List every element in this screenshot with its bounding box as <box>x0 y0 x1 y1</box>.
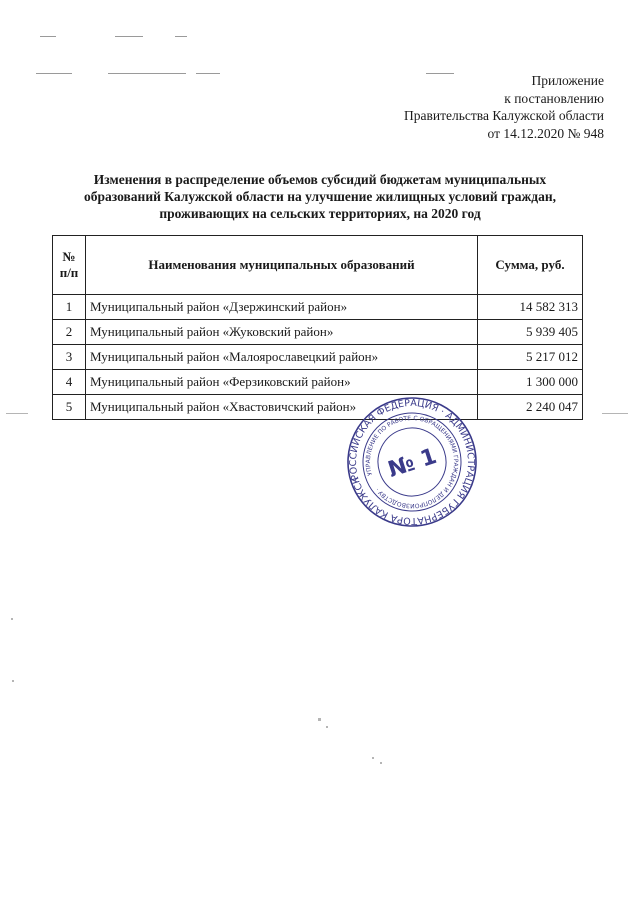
row-number: 1 <box>53 295 86 320</box>
title-line: Изменения в распределение объемов субсидий бюджетам муниципальных <box>93 172 547 187</box>
row-sum: 1 300 000 <box>478 370 583 395</box>
scan-artifact <box>115 36 143 37</box>
row-name: Муниципальный район «Жуковский район» <box>86 320 478 345</box>
stamp-outer-text: РОССИЙСКАЯ ФЕДЕРАЦИЯ · АДМИНИСТРАЦИЯ ГУБЕРНАТОРА КАЛУЖСКОЙ <box>347 397 477 527</box>
appendix-line: к постановлению <box>504 90 604 106</box>
document-title <box>50 171 590 222</box>
row-number: 2 <box>53 320 86 345</box>
row-sum: 14 582 313 <box>478 295 583 320</box>
scan-artifact <box>196 73 220 74</box>
subsidy-table <box>52 235 583 420</box>
table-row <box>53 395 583 420</box>
appendix-date-number: от 14.12.2020 № 948 <box>487 125 604 141</box>
stamp-inner-text: УПРАВЛЕНИЕ ПО РАБОТЕ С ОБРАЩЕНИЯМИ ГРАЖДАН И ДЕЛОПРОИЗВОДСТВУ · <box>364 414 460 510</box>
scan-artifact <box>40 36 56 37</box>
row-name: Муниципальный район «Ферзиковский район» <box>86 370 478 395</box>
appendix-line: Правительства Калужской области <box>403 108 604 123</box>
row-sum: 2 240 047 <box>478 395 583 420</box>
row-name: Муниципальный район «Малоярославецкий район» <box>86 345 478 370</box>
scan-artifact <box>36 73 72 74</box>
title-line: проживающих на сельских территориях, на 2020 год <box>159 206 481 221</box>
table-row <box>53 370 583 395</box>
table-row <box>53 345 583 370</box>
official-stamp <box>346 396 478 528</box>
appendix-header <box>404 72 604 142</box>
row-number: 5 <box>53 395 86 420</box>
title-line: образований Калужской области на улучшение жилищных условий граждан, <box>84 189 556 204</box>
scan-artifact <box>108 73 186 74</box>
row-name: Муниципальный район «Хвастовичский район» <box>86 395 478 420</box>
appendix-line: Приложение <box>531 73 604 88</box>
row-name: Муниципальный район «Дзержинский район» <box>86 295 478 320</box>
row-sum: 5 939 405 <box>478 320 583 345</box>
table-row <box>53 320 583 345</box>
stamp-center-number: № 1 <box>385 443 440 483</box>
header-sum: Сумма, руб. <box>478 236 583 295</box>
row-number: 4 <box>53 370 86 395</box>
table-header-row <box>53 236 583 295</box>
header-number: № п/п <box>53 236 86 295</box>
header-name: Наименования муниципальных образований <box>86 236 478 295</box>
row-number: 3 <box>53 345 86 370</box>
row-sum: 5 217 012 <box>478 345 583 370</box>
table-row <box>53 295 583 320</box>
scan-artifact <box>175 36 187 37</box>
